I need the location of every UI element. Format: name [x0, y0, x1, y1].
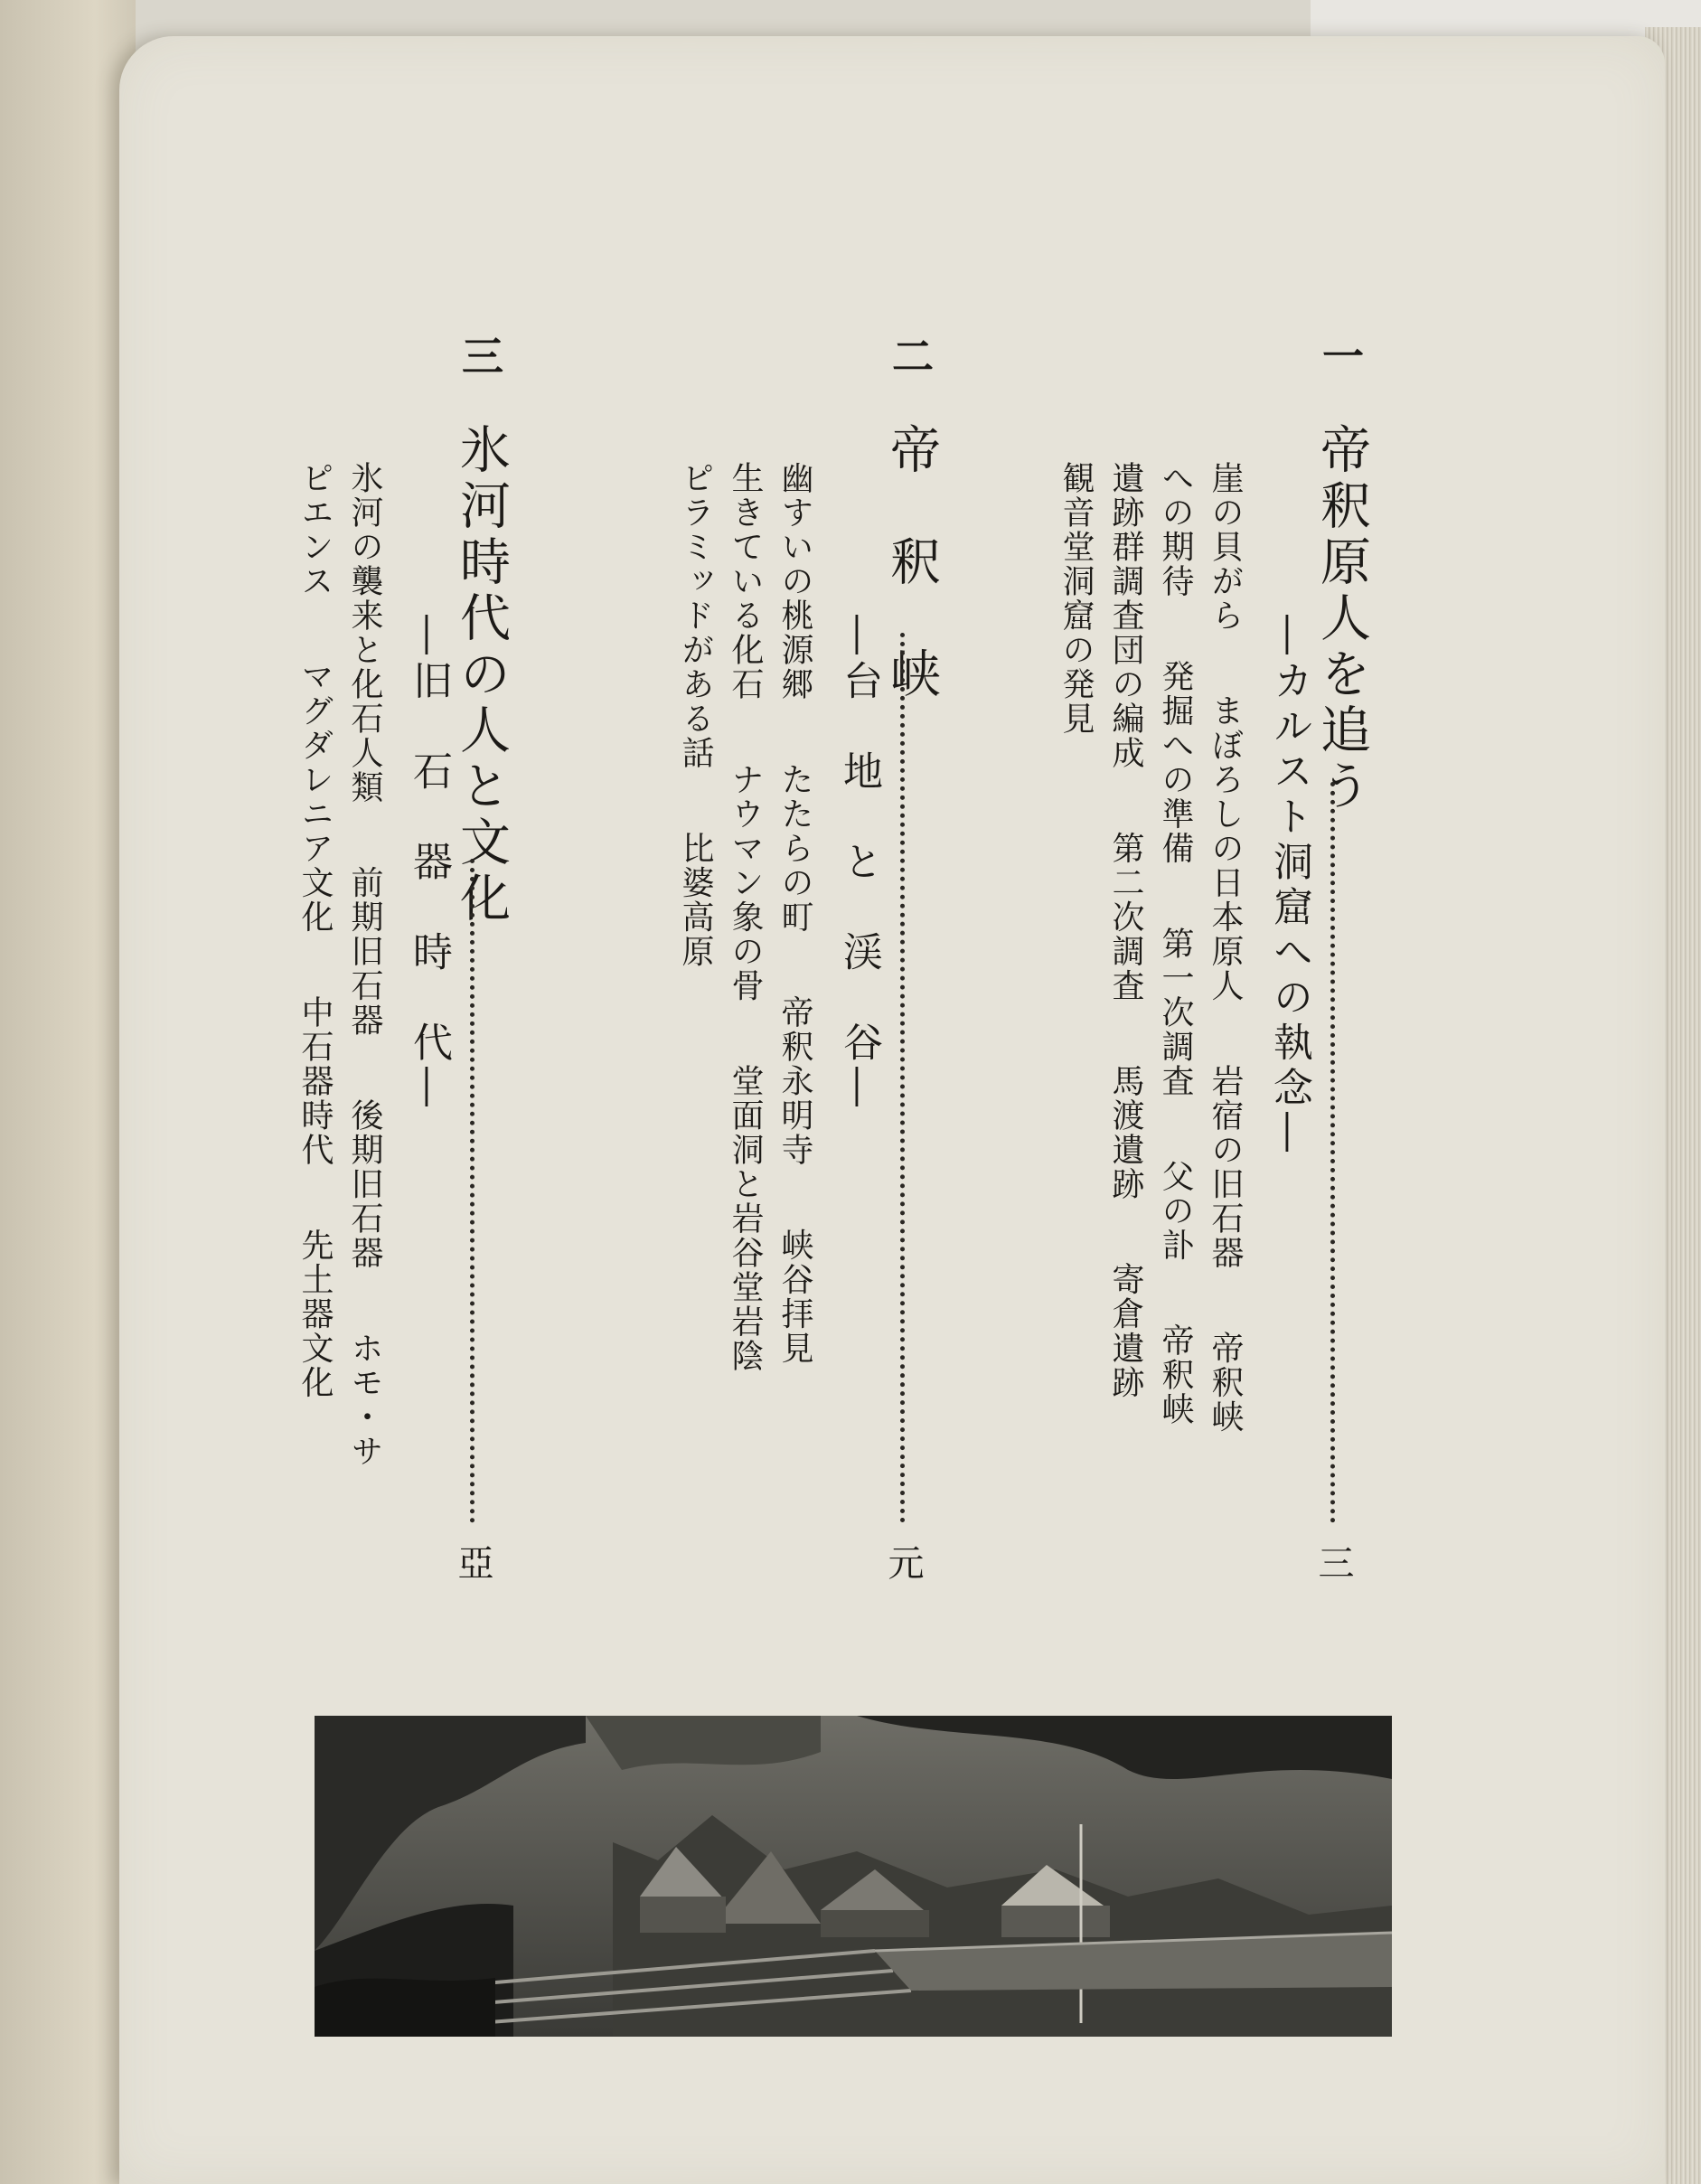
- entry: 幽すいの桃源郷: [776, 461, 813, 701]
- chapter-1-number: 一: [1316, 334, 1365, 376]
- landscape-photo: [315, 1716, 1392, 2037]
- entry: 中石器時代: [296, 994, 334, 1167]
- entry: ピエンス: [296, 461, 334, 598]
- entry: マグダレニア文化: [296, 659, 334, 935]
- entry: 岩宿の旧石器: [1207, 1063, 1244, 1270]
- entry: 生きている化石: [727, 461, 764, 701]
- entry: 峡谷拝見: [776, 1228, 813, 1366]
- chapter-2-title: 帝 釈 峡: [882, 423, 941, 703]
- entry: ナウマン象の骨: [727, 762, 764, 1003]
- chapter-3-page-number: 亞: [452, 1544, 493, 1580]
- entry: 遺跡群調査団の編成: [1107, 461, 1144, 770]
- entry: 帝釈永明寺: [776, 994, 813, 1167]
- chapter-3-title: 氷河時代の人と文化: [452, 423, 511, 927]
- entry: 帝釈峡: [1207, 1331, 1244, 1435]
- chapter-2-subtitle: ―台 地 と 渓 谷―: [836, 615, 882, 1112]
- entry: 比婆高原: [677, 831, 714, 969]
- chapter-2-entry-line-2: [722, 461, 768, 1373]
- chapter-2-entry-line-1: [772, 461, 818, 1365]
- entry: 観音堂洞窟の発見: [1057, 461, 1095, 736]
- chapter-3-number: 三: [456, 334, 504, 376]
- chapter-1-page-number: 三: [1312, 1544, 1354, 1580]
- chapter-2-page-number: 元: [882, 1544, 924, 1580]
- entry: 馬渡遺跡: [1107, 1063, 1144, 1201]
- entry: 氷河の襲来と化石人類: [346, 461, 383, 805]
- chapter-1-entry-line-2: [1152, 461, 1198, 1426]
- chapter-2-leader-dots: [900, 633, 905, 1523]
- chapter-1-subtitle: ―カルスト洞窟への執念―: [1266, 615, 1312, 1157]
- entry: 父の訃: [1157, 1159, 1194, 1263]
- entry: まぼろしの日本原人: [1207, 693, 1244, 1003]
- chapter-1-entry-line-3: [1103, 461, 1149, 1399]
- entry: 帝釈峡: [1157, 1323, 1194, 1426]
- entry: 第二次調査: [1107, 831, 1144, 1003]
- entry: 堂面洞と岩谷堂岩陰: [727, 1063, 764, 1373]
- chapter-1-entry-line-1: [1202, 461, 1248, 1434]
- chapter-3-leader-dots: [470, 859, 475, 1523]
- chapter-1-entry-line-4: [1053, 461, 1099, 736]
- entry: 寄倉遺跡: [1107, 1262, 1144, 1400]
- entry: 発掘への準備: [1157, 659, 1194, 866]
- entry: ピラミッドがある話: [677, 461, 714, 770]
- entry: 第一次調査: [1157, 926, 1194, 1098]
- entry: たたらの町: [776, 762, 813, 935]
- entry: 先土器文化: [296, 1228, 334, 1400]
- chapter-3-entry-line-2: [292, 461, 338, 1399]
- entry: ホモ・サ: [346, 1331, 383, 1469]
- entry: 前期旧石器: [346, 865, 383, 1038]
- chapter-2-entry-line-3: [672, 461, 719, 968]
- entry: への期待: [1157, 461, 1194, 598]
- chapter-1-title: 帝釈原人を追う: [1312, 423, 1371, 815]
- chapter-2-number: 二: [886, 334, 935, 376]
- facing-page: [0, 0, 136, 2184]
- chapter-3-entry-line-1: [342, 461, 388, 1468]
- entry: 後期旧石器: [346, 1097, 383, 1270]
- entry: 崖の貝がら: [1207, 461, 1244, 633]
- chapter-3-subtitle: ―旧 石 器 時 代―: [406, 615, 452, 1112]
- chapter-1-leader-dots: [1330, 782, 1335, 1523]
